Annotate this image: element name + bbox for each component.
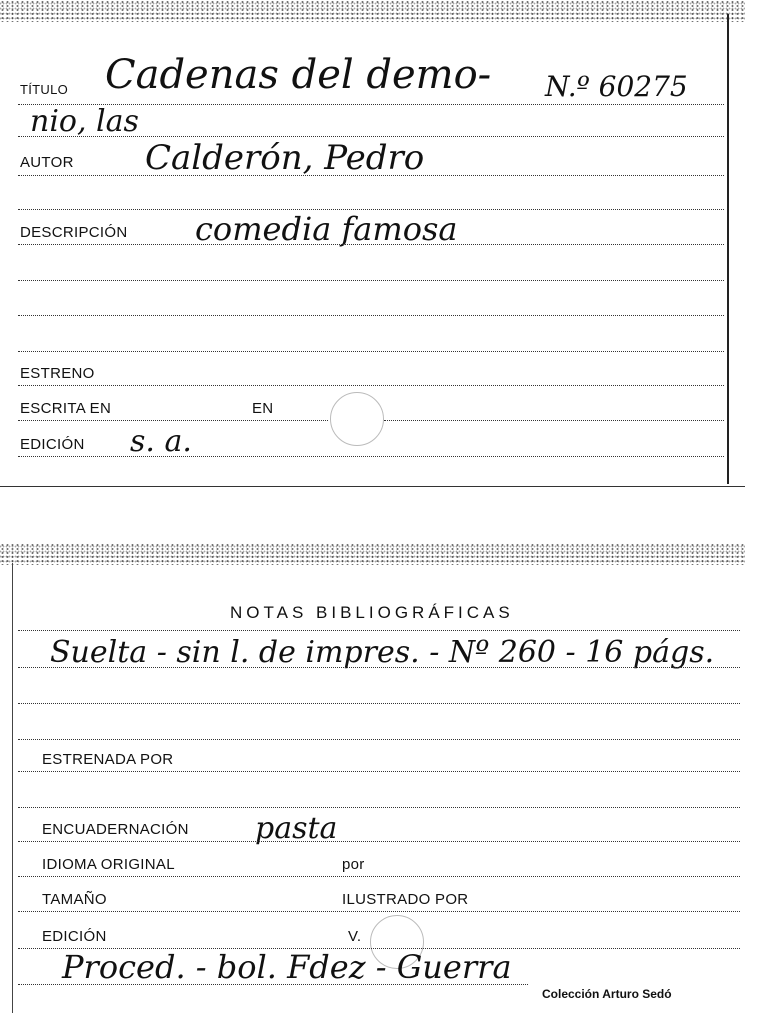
idioma-line xyxy=(18,876,740,877)
titulo-continuation: nio, las xyxy=(30,104,139,139)
punch-hole xyxy=(330,392,384,446)
autor-value: Calderón, Pedro xyxy=(145,138,425,178)
estreno-line xyxy=(18,385,724,386)
blank-line-4 xyxy=(18,351,724,352)
estreno-label: ESTRENO xyxy=(20,365,95,382)
blank-line-5 xyxy=(18,807,740,808)
blank-line-3 xyxy=(18,315,724,316)
por-label: por xyxy=(342,856,365,873)
card-right-border xyxy=(727,14,729,484)
card-back-top-edge xyxy=(0,543,745,565)
tamano-label: TAMAÑO xyxy=(42,891,107,908)
edicion-line xyxy=(18,456,724,457)
autor-line xyxy=(18,175,724,176)
encuadernacion-value: pasta xyxy=(255,811,338,846)
escrita-line-left xyxy=(18,420,328,421)
escrita-label: ESCRITA EN xyxy=(20,400,112,417)
escrita-line-right xyxy=(384,420,724,421)
tamano-line xyxy=(18,911,740,912)
notas-line-3 xyxy=(18,703,740,704)
notas-line-1 xyxy=(18,630,740,631)
encuadernacion-label: ENCUADERNACIÓN xyxy=(42,821,189,838)
en-label: EN xyxy=(252,400,274,417)
descripcion-label: DESCRIPCIÓN xyxy=(20,224,128,241)
edicion-label: EDICIÓN xyxy=(20,436,85,453)
titulo-label: TÍTULO xyxy=(20,82,69,97)
autor-label: AUTOR xyxy=(20,154,74,171)
estrenada-label: ESTRENADA POR xyxy=(42,751,174,768)
edicion-value: s. a. xyxy=(130,424,192,459)
notas-line-4 xyxy=(18,739,740,740)
v-label: V. xyxy=(348,928,362,945)
proced-line xyxy=(18,984,528,985)
card-number: N.º 60275 xyxy=(545,70,688,103)
estrenada-line xyxy=(18,771,740,772)
catalog-card-front xyxy=(0,0,745,492)
titulo-line-2 xyxy=(18,136,724,137)
edicion-back-label: EDICIÓN xyxy=(42,928,107,945)
notas-heading: NOTAS BIBLIOGRÁFICAS xyxy=(230,603,514,622)
catalog-card-back xyxy=(0,543,745,1021)
ilustrado-label: ILUSTRADO POR xyxy=(342,891,469,908)
encuadernacion-line xyxy=(18,841,740,842)
descripcion-value: comedia famosa xyxy=(195,210,458,248)
card-top-edge xyxy=(0,0,745,22)
blank-line-2 xyxy=(18,280,724,281)
notas-value: Suelta - sin l. de impres. - Nº 260 - 16 págs. xyxy=(50,635,715,670)
card-back-left-border xyxy=(12,563,13,1013)
proced-value: Proced. - bol. Fdez - Guerra xyxy=(62,948,512,986)
titulo-value: Cadenas del demo- xyxy=(105,52,492,98)
collection-footer: Colección Arturo Sedó xyxy=(542,987,672,1001)
card-bottom-edge xyxy=(0,486,745,487)
idioma-label: IDIOMA ORIGINAL xyxy=(42,856,175,873)
descripcion-line xyxy=(18,244,724,245)
notas-line-2 xyxy=(18,667,740,668)
